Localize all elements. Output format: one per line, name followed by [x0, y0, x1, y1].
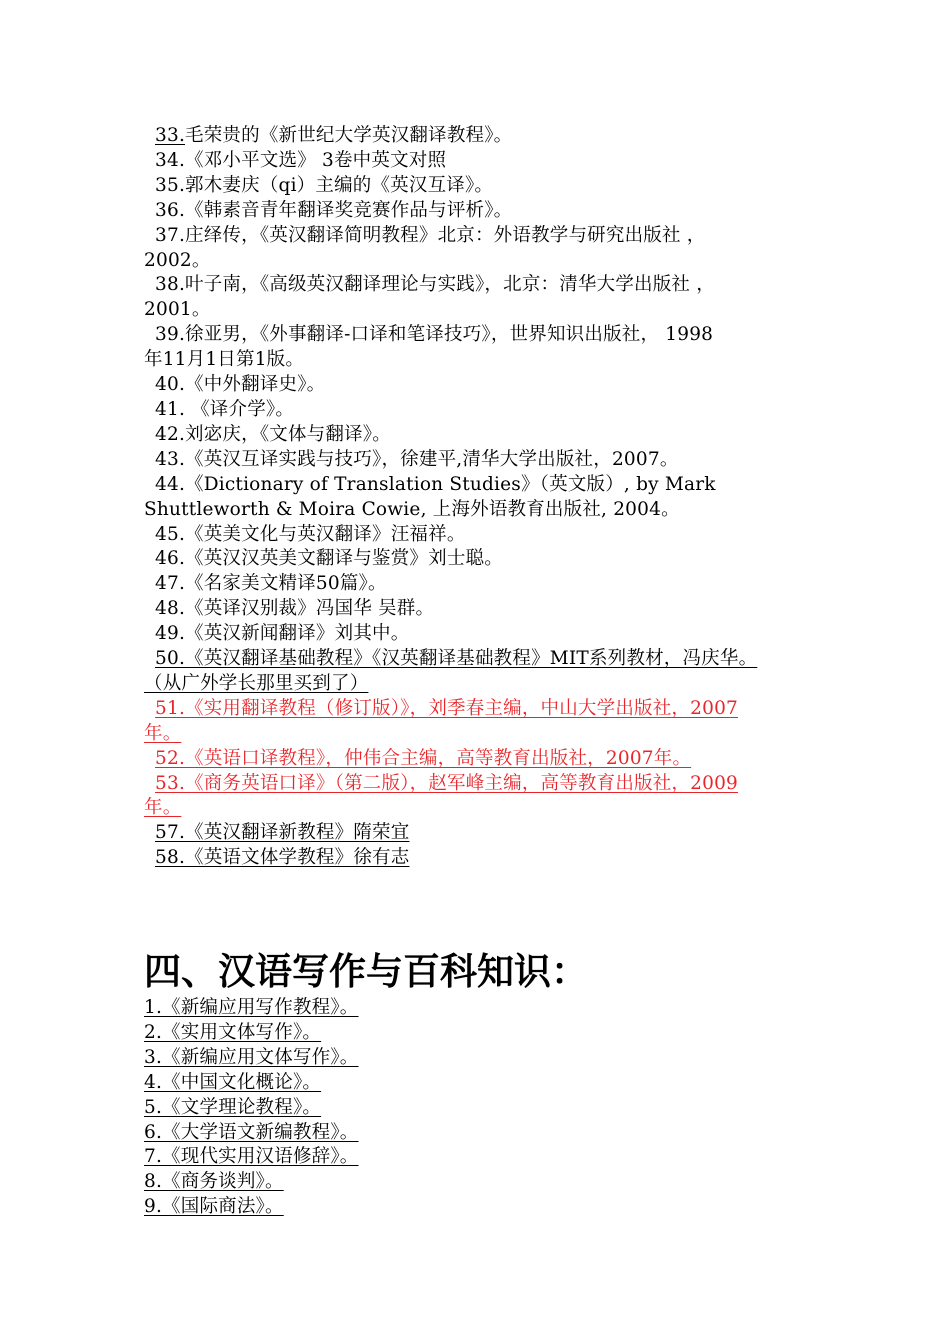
- list-item-text: 43.《英汉互译实践与技巧》，徐建平,清华大学出版社，2007。: [155, 448, 679, 470]
- writing-book-list: [144, 996, 359, 1220]
- list-item: [144, 448, 814, 473]
- list-item-continuation: [144, 498, 814, 523]
- list-item-text: 2002。: [144, 249, 211, 271]
- list-item: [144, 697, 814, 722]
- list-item-continuation: [144, 672, 814, 697]
- list-item: [144, 273, 814, 298]
- list-item-text: 36.《韩素音青年翻译奖竞赛作品与评析》。: [155, 199, 513, 221]
- list-item-continuation: [144, 298, 814, 323]
- list-item: [144, 224, 814, 249]
- list-item-continuation: [144, 796, 814, 821]
- list-item-text: 8.《商务谈判》。: [144, 1171, 284, 1193]
- list-item: [144, 1170, 359, 1195]
- list-item: [144, 1096, 359, 1121]
- list-item-text: 50.《英汉翻译基础教程》《汉英翻译基础教程》MIT系列教材，冯庆华。: [155, 648, 758, 670]
- list-item: [144, 373, 814, 398]
- list-item: [144, 772, 814, 797]
- list-item-text: 33.毛荣贵的《新世纪大学英汉翻译教程》。: [155, 125, 513, 146]
- list-item: [144, 597, 814, 622]
- list-item: [144, 523, 814, 548]
- list-item-continuation: [144, 249, 814, 274]
- list-item-text: 42.刘宓庆，《文体与翻译》。: [155, 423, 391, 445]
- list-item-continuation: [144, 348, 814, 373]
- list-item: [144, 996, 359, 1021]
- list-item: [144, 1046, 359, 1071]
- list-item-text: 6.《大学语文新编教程》。: [144, 1121, 359, 1143]
- list-item-text: 49.《英汉新闻翻译》刘其中。: [155, 623, 410, 645]
- list-item: [144, 1021, 359, 1046]
- list-item: [144, 174, 814, 199]
- list-item: [144, 149, 814, 174]
- list-item-text: 年。: [144, 722, 182, 744]
- list-item-text: 47.《名家美文精译50篇》。: [155, 573, 387, 595]
- translation-book-list: [144, 124, 814, 871]
- list-item-text: 45.《英美文化与英汉翻译》汪福祥。: [155, 523, 466, 545]
- list-item-text: 2.《实用文体写作》。: [144, 1021, 322, 1043]
- list-item-text: 57.《英汉翻译新教程》隋荣宜: [155, 822, 410, 844]
- list-item-text: 46.《英汉汉英美文翻译与鉴赏》刘士聪。: [155, 548, 503, 570]
- list-item: [144, 1121, 359, 1146]
- list-item: [144, 473, 814, 498]
- list-item: [144, 622, 814, 647]
- list-item-text: 53.《商务英语口译》（第二版），赵军峰主编，高等教育出版社，2009: [155, 772, 739, 794]
- list-item-text: 51.《实用翻译教程（修订版）》，刘季春主编，中山大学出版社，2007: [155, 697, 739, 719]
- list-item: [144, 124, 814, 149]
- list-item: [144, 423, 814, 448]
- list-item: [144, 647, 814, 672]
- list-item: [144, 398, 814, 423]
- list-item-text: 3.《新编应用文体写作》。: [144, 1046, 359, 1068]
- list-item: [144, 323, 814, 348]
- list-item: [144, 821, 814, 846]
- list-item: [144, 1195, 359, 1220]
- list-item-text: 41. 《译介学》。: [155, 398, 295, 420]
- list-item-text: （从广外学长那里买到了）: [144, 672, 369, 694]
- list-item-text: 34.《邓小平文选》 3卷中英文对照: [155, 149, 447, 171]
- list-item: [144, 1071, 359, 1096]
- list-item: [144, 747, 814, 772]
- list-item: [144, 572, 814, 597]
- list-item-text: 38.叶子南，《高级英汉翻译理论与实践》，北京：清华大学出版社 ，: [155, 274, 715, 296]
- list-item-text: 35.郭木妻庆（qi）主编的《英汉互译》。: [155, 174, 494, 196]
- list-item-text: 9.《国际商法》。: [144, 1196, 284, 1218]
- list-item-text: 58.《英语文体学教程》徐有志: [155, 847, 410, 869]
- list-item-text: 44.《Dictionary of Translation Studies》（英文版）, by Mark: [155, 473, 716, 495]
- list-item: [144, 547, 814, 572]
- list-item-text: 48.《英译汉别裁》冯国华 吴群。: [155, 598, 435, 620]
- section-heading: 四、汉语写作与百科知识：: [144, 950, 588, 993]
- list-item-text: 年。: [144, 797, 182, 819]
- list-item-text: 4.《中国文化概论》。: [144, 1071, 322, 1093]
- list-item-text: 年11月1日第1版。: [144, 349, 305, 371]
- list-item-text: 37.庄绎传，《英汉翻译简明教程》北京：外语教学与研究出版社 ，: [155, 224, 706, 246]
- list-item-text: 40.《中外翻译史》。: [155, 374, 326, 396]
- list-item-text: 5.《文学理论教程》。: [144, 1096, 322, 1118]
- list-item-text: 52.《英语口译教程》，仲伟合主编，高等教育出版社，2007年。: [155, 747, 692, 769]
- list-item: [144, 1145, 359, 1170]
- list-item-text: 2001。: [144, 299, 211, 321]
- list-item: [144, 199, 814, 224]
- list-item-text: 39.徐亚男，《外事翻译-口译和笔译技巧》，世界知识出版社， 1998: [155, 324, 714, 346]
- list-item: [144, 846, 814, 871]
- list-item-text: 1.《新编应用写作教程》。: [144, 997, 359, 1018]
- list-item-text: 7.《现代实用汉语修辞》。: [144, 1146, 359, 1168]
- list-item-continuation: [144, 722, 814, 747]
- list-item-text: Shuttleworth & Moira Cowie, 上海外语教育出版社, 2004。: [144, 498, 680, 520]
